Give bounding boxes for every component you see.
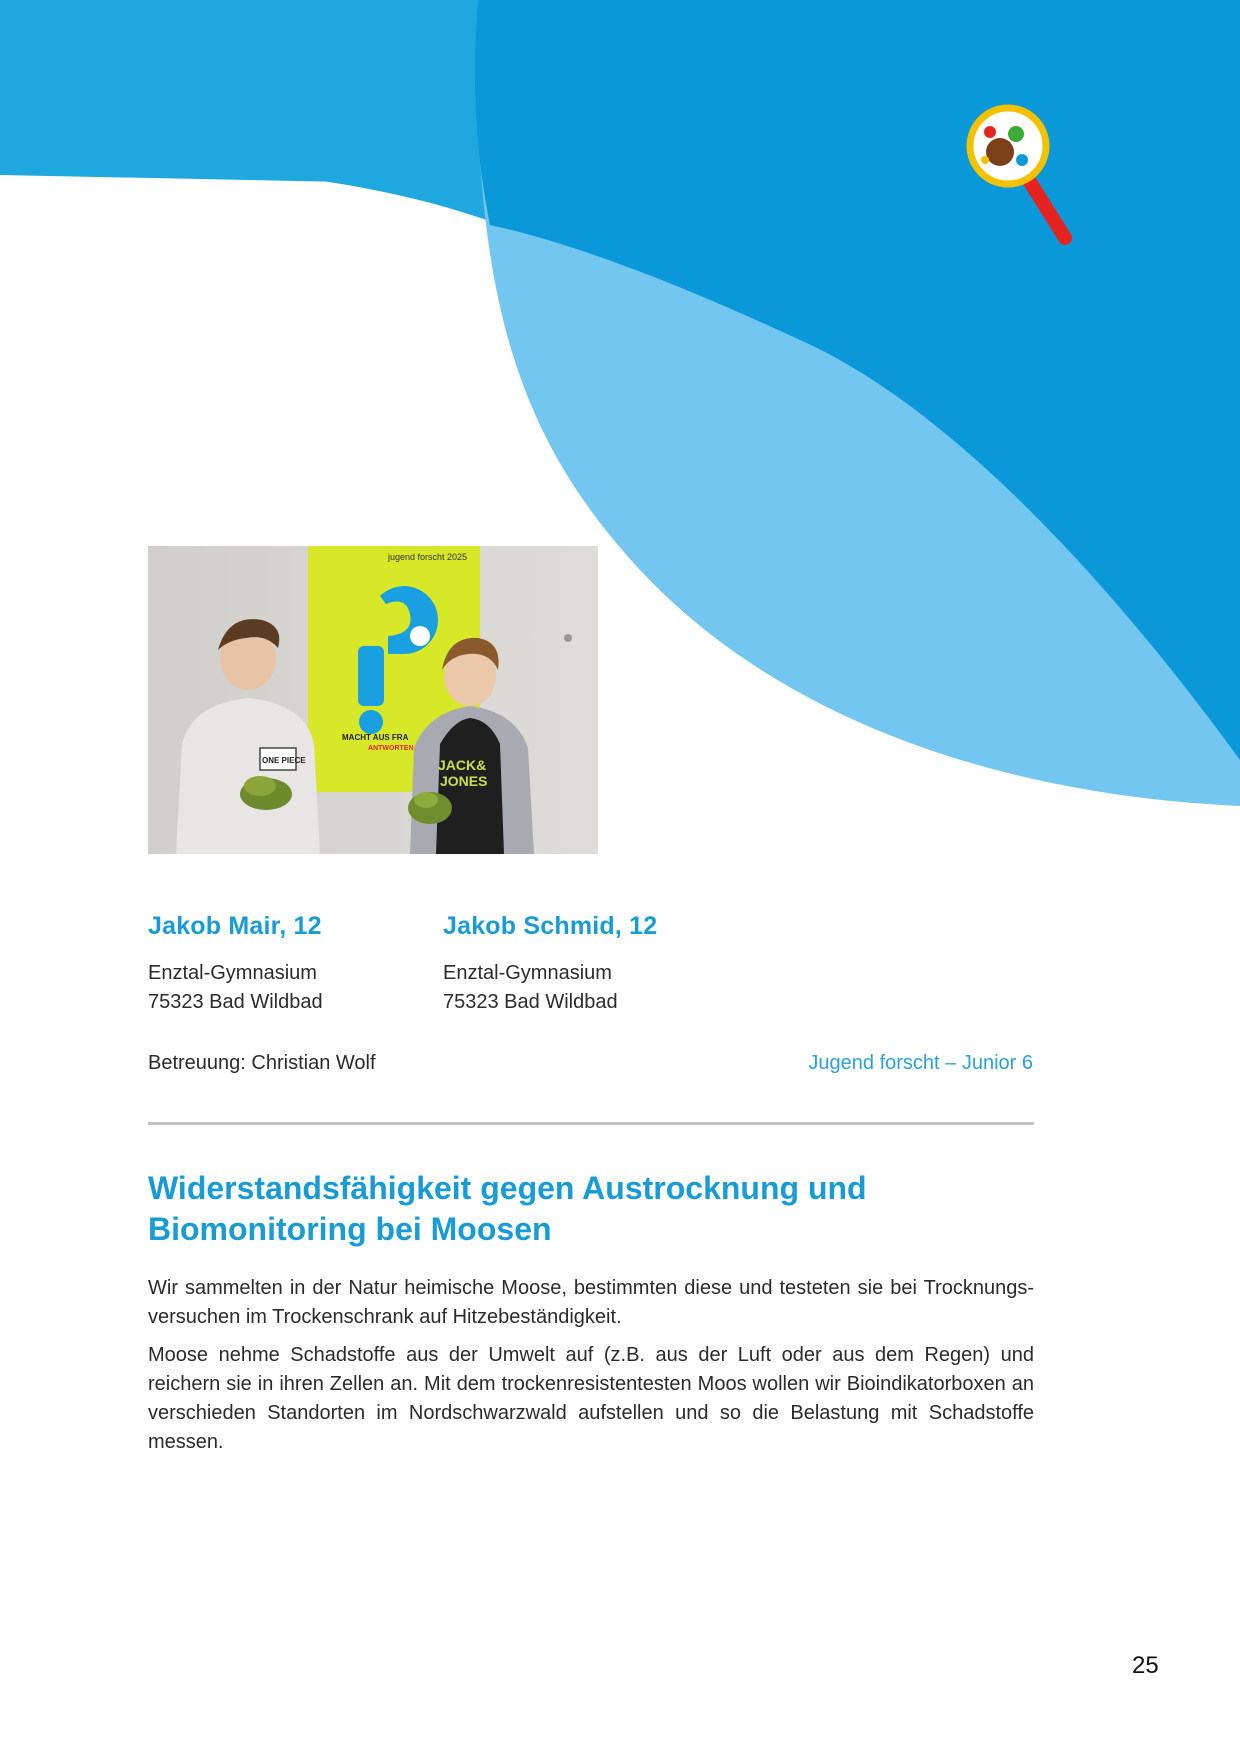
student-photo [148,546,598,854]
description-paragraph: Moose nehme Schadstoffe aus der Umwelt auf (z.B. aus der Luft oder aus dem Regen) und reichern sie in ihren Zellen an. Mit dem trockenresistentesten Moos wollen wir Bioindikatorboxen an verschieden Standorten im Nordschwarzwald aufstellen und so die Belastung mit Schadstoffe messen. [148,1344,1034,1453]
svg-text:ONE PIECE: ONE PIECE [262,756,306,765]
participant-school: Enztal-Gymnasium [148,962,317,984]
project-title [148,1168,1048,1250]
poster-brand: jugend forscht 2025 [388,552,468,562]
photo-illustration [148,546,598,854]
divider [148,1122,1034,1125]
participant-city: 75323 Bad Wildbad [443,991,618,1013]
participant-name: Jakob Mair, 12 [148,912,322,940]
svg-text:JACK&: JACK& [438,757,487,773]
svg-text:ANTWORTEN: ANTWORTEN [368,745,414,752]
project-description [148,1274,1034,1466]
participant-1 [148,912,323,1017]
description-paragraph: Wir sammelten in der Natur heimische Moose, bestimmten diese und testeten sie bei Trocknungs-versuchen im Trockenschrank auf Hitzebeständigkeit. [148,1277,1034,1328]
participant-name: Jakob Schmid, 12 [443,912,658,940]
project-title-line-1: Widerstandsfähigkeit gegen Austrocknung und [148,1170,867,1206]
participant-2 [443,912,657,1017]
svg-text:MACHT AUS FRA: MACHT AUS FRA [342,733,409,742]
participant-school: Enztal-Gymnasium [443,962,612,984]
project-title-line-2: Biomonitoring bei Moosen [148,1211,552,1247]
category-label: Jugend forscht – Junior 6 [808,1052,1033,1074]
svg-text:JONES: JONES [440,773,488,789]
participant-city: 75323 Bad Wildbad [148,991,323,1013]
supervision: Betreuung: Christian Wolf [148,1052,376,1074]
page-number: 25 [1132,1652,1159,1679]
